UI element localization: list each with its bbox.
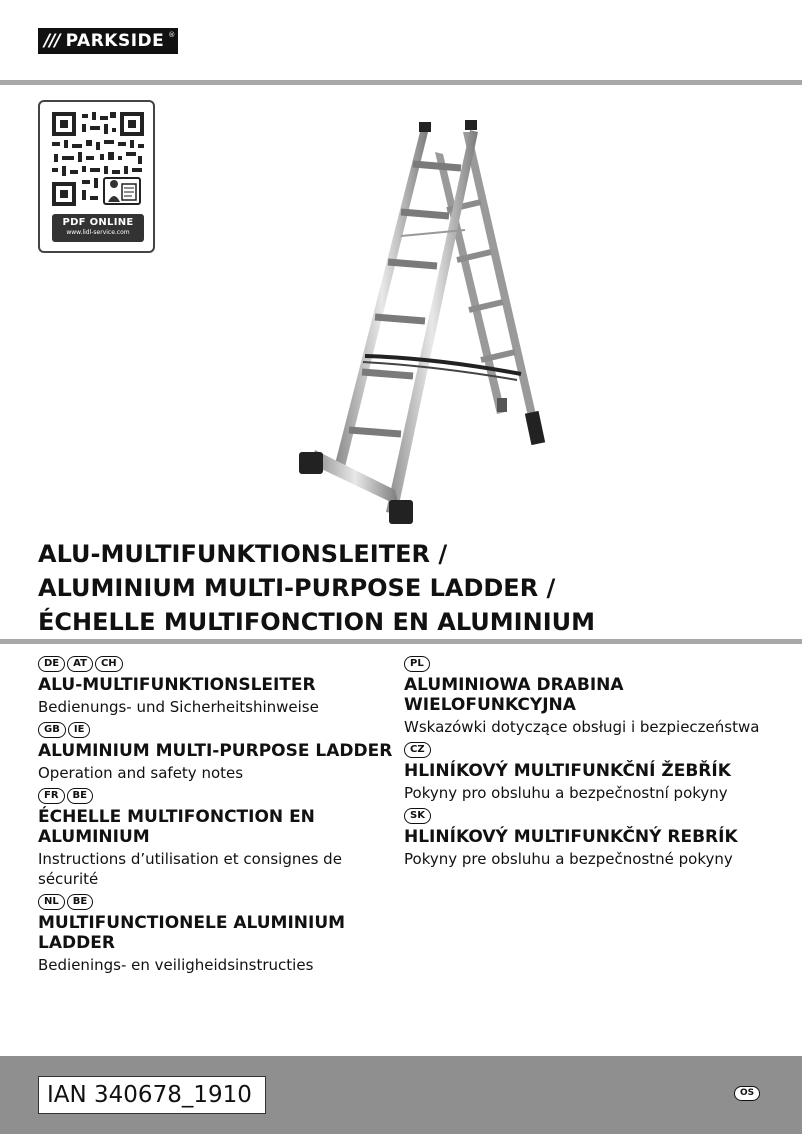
brand-name: PARKSIDE bbox=[65, 31, 165, 51]
lidl-service-url: www.lidl-service.com bbox=[66, 229, 130, 236]
title-line-de: ALU-MULTIFUNKTIONSLEITER / bbox=[38, 540, 448, 568]
language-subtitle: Instructions d’utilisation et consignes de sécurité bbox=[38, 850, 342, 888]
language-heading: HLINÍKOVÝ MULTIFUNKČNÝ REBRÍK bbox=[404, 827, 738, 847]
country-badge: CZ bbox=[404, 742, 431, 758]
language-subtitle: Bedienings- en veiligheidsinstructies bbox=[38, 956, 314, 974]
title-line-en: ALUMINIUM MULTI-PURPOSE LADDER / bbox=[38, 574, 556, 602]
country-badge: DE bbox=[38, 656, 65, 672]
pdf-online-label: PDF ONLINE bbox=[62, 217, 134, 228]
product-title bbox=[38, 537, 778, 639]
language-subtitle: Wskazówki dotyczące obsługi i bezpieczeństwa bbox=[404, 718, 760, 736]
country-badge: CH bbox=[95, 656, 123, 672]
pdf-online-badge bbox=[52, 214, 144, 242]
language-subtitle: Bedienungs- und Sicherheitshinweise bbox=[38, 698, 319, 716]
ladder-image bbox=[285, 112, 565, 542]
language-subtitle: Operation and safety notes bbox=[38, 764, 244, 782]
language-subtitle: Pokyny pre obsluhu a bezpečnostné pokyny bbox=[404, 850, 733, 868]
country-badges bbox=[404, 808, 784, 825]
language-heading: ALUMINIUM MULTI-PURPOSE LADDER bbox=[38, 741, 393, 761]
qr-code-icon bbox=[52, 112, 144, 206]
country-badges bbox=[38, 894, 398, 911]
country-badge: PL bbox=[404, 656, 430, 672]
language-entry-gb[interactable] bbox=[38, 722, 398, 783]
country-badge: SK bbox=[404, 808, 431, 824]
language-heading: ALU-MULTIFUNKTIONSLEITER bbox=[38, 675, 316, 695]
top-divider bbox=[0, 80, 802, 85]
footer-bar bbox=[0, 1056, 802, 1134]
country-badge: BE bbox=[67, 788, 93, 804]
country-badge: GB bbox=[38, 722, 66, 738]
country-badges bbox=[38, 656, 398, 673]
brand-slashes: /// bbox=[44, 31, 60, 51]
title-line-fr: ÉCHELLE MULTIFONCTION EN ALUMINIUM bbox=[38, 608, 595, 636]
os-badge: OS bbox=[734, 1086, 760, 1101]
language-entry-sk[interactable] bbox=[404, 808, 784, 869]
language-entry-fr[interactable] bbox=[38, 788, 398, 889]
country-badge: IE bbox=[68, 722, 91, 738]
country-badge: AT bbox=[67, 656, 93, 672]
language-entry-de[interactable] bbox=[38, 656, 398, 717]
country-badges bbox=[38, 788, 398, 805]
ian-number: IAN 340678_1910 bbox=[38, 1076, 266, 1114]
qr-code-box[interactable] bbox=[38, 100, 155, 253]
parkside-logo bbox=[38, 28, 178, 54]
language-entry-cz[interactable] bbox=[404, 742, 784, 803]
language-heading: ALUMINIOWA DRABINA WIELOFUNKCYJNA bbox=[404, 675, 624, 715]
language-heading: MULTIFUNCTIONELE ALUMINIUM LADDER bbox=[38, 913, 346, 953]
middle-divider bbox=[0, 639, 802, 644]
language-entry-nl[interactable] bbox=[38, 894, 398, 975]
brand-registered-mark: ® bbox=[168, 31, 176, 39]
country-badge: FR bbox=[38, 788, 65, 804]
language-list-left bbox=[38, 656, 398, 980]
language-heading: HLINÍKOVÝ MULTIFUNKČNÍ ŽEBŘÍK bbox=[404, 761, 731, 781]
country-badges bbox=[38, 722, 398, 739]
language-heading: ÉCHELLE MULTIFONCTION EN ALUMINIUM bbox=[38, 807, 315, 847]
language-entry-pl[interactable] bbox=[404, 656, 784, 737]
country-badges bbox=[404, 742, 784, 759]
country-badges bbox=[404, 656, 784, 673]
country-badge: NL bbox=[38, 894, 65, 910]
language-subtitle: Pokyny pro obsluhu a bezpečnostní pokyny bbox=[404, 784, 728, 802]
country-badge: BE bbox=[67, 894, 93, 910]
language-list-right bbox=[404, 656, 784, 874]
